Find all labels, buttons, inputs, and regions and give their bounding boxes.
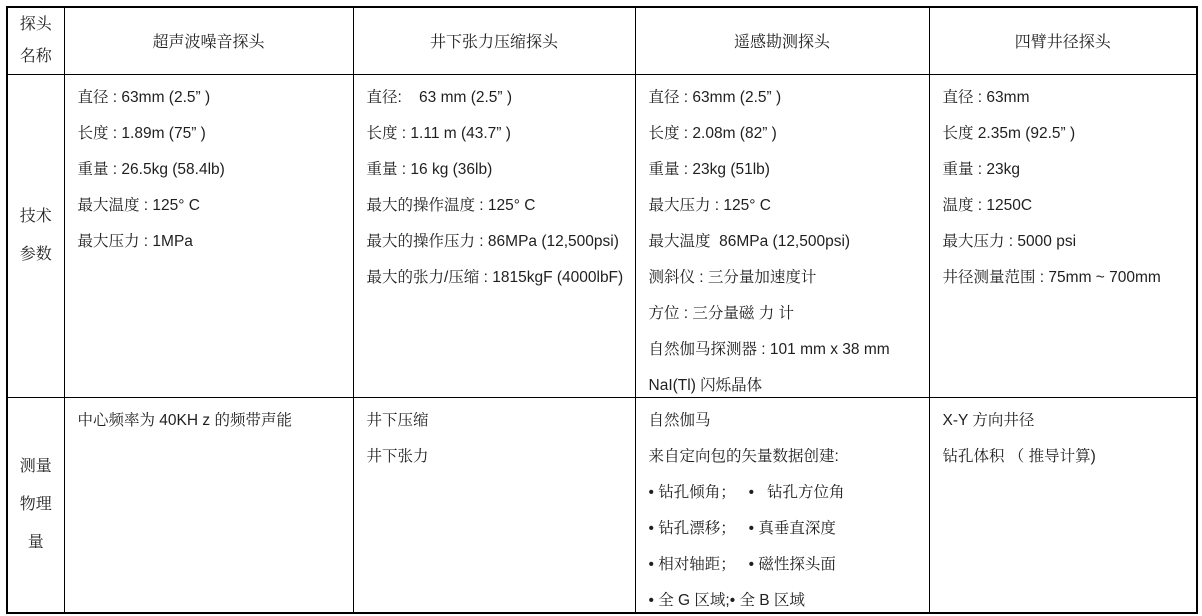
text-line: 物理: [19, 495, 52, 513]
text-line: • 钻孔漂移； • 真垂直深度: [648, 519, 836, 537]
column-header-label: 遥感勘测探头: [733, 34, 830, 52]
text-line: 井径测量范围 : 75mm ~ 700mm: [942, 268, 1161, 286]
text-line: 最大压力 : 125° C: [648, 196, 771, 214]
text-line: 探头: [19, 15, 52, 33]
cell-tech-ultrasonic-noise-probe: [64, 74, 353, 397]
text-line: 方位 : 三分量磁 力 计: [648, 304, 795, 322]
row-label-lines: [12, 206, 60, 266]
text-line: 钻孔体积 （ 推导计算): [942, 447, 1096, 465]
text-line: • 相对轴距； • 磁性探头面: [648, 555, 836, 573]
measured-quantities-row: [7, 397, 1197, 613]
probe-spec-table: [6, 6, 1198, 614]
text-line: 长度 : 1.89m (75” ): [77, 124, 206, 142]
cell-measure-four-arm-caliper-probe: [929, 397, 1197, 613]
text-line: 重量 : 23kg: [942, 160, 1021, 178]
text-line: 最大温度 86MPa (12,500psi): [648, 232, 851, 250]
column-header-label: 超声波噪音探头: [152, 34, 265, 52]
text-line: 技术: [19, 207, 52, 225]
column-header-remote-survey-probe: [635, 7, 929, 74]
row-label-tech-params: [7, 74, 64, 397]
text-line: • 全 G 区域;• 全 B 区域: [648, 591, 805, 609]
text-line: 自然伽马探测器 : 101 mm x 38 mm: [648, 340, 890, 358]
cell-tech-four-arm-caliper-probe: [929, 74, 1197, 397]
cell-measure-remote-survey-probe: [635, 397, 929, 613]
text-line: 参数: [19, 245, 52, 263]
text-line: • 钻孔倾角； • 钻孔方位角: [648, 483, 845, 501]
text-line: 温度 : 1250C: [942, 196, 1033, 214]
text-line: 最大压力 : 1MPa: [77, 232, 193, 250]
cell-tech-remote-survey-probe: [635, 74, 929, 397]
column-header-label: 井下张力压缩探头: [429, 34, 558, 52]
text-line: 最大的操作温度 : 125° C: [366, 196, 536, 214]
text-line: 最大的张力/压缩 : 1815kgF (4000lbF): [366, 268, 624, 286]
text-line: 自然伽马: [648, 411, 711, 429]
column-header-downhole-tension-compression-probe: [353, 7, 635, 74]
text-line: 测量: [19, 457, 52, 475]
row-label-measured-quantities: [7, 397, 64, 613]
text-line: 直径: 63 mm (2.5” ): [366, 88, 513, 106]
text-line: 直径 : 63mm (2.5” ): [648, 88, 782, 106]
corner-header-lines: [12, 14, 60, 68]
text-line: 名称: [19, 47, 52, 65]
row-label-lines: [12, 456, 60, 554]
text-line: 重量 : 26.5kg (58.4lb): [77, 160, 225, 178]
column-header-ultrasonic-noise-probe: [64, 7, 353, 74]
cell-tech-tension-compression-probe: [353, 74, 635, 397]
text-line: 直径 : 63mm: [942, 88, 1030, 106]
column-header-four-arm-caliper-probe: [929, 7, 1197, 74]
text-line: 中心频率为 40KH z 的频带声能: [77, 411, 292, 429]
text-line: 井下张力: [366, 447, 429, 465]
text-line: 最大压力 : 5000 psi: [942, 232, 1077, 250]
corner-header-probe-name: [7, 7, 64, 74]
text-line: 最大的操作压力 : 86MPa (12,500psi): [366, 232, 619, 250]
cell-measure-ultrasonic-noise-probe: [64, 397, 353, 613]
text-line: 测斜仪 : 三分量加速度计: [648, 268, 817, 286]
text-line: 来自定向包的矢量数据创建:: [648, 447, 839, 465]
text-line: 重量 : 16 kg (36lb): [366, 160, 493, 178]
text-line: 最大温度 : 125° C: [77, 196, 200, 214]
text-line: 井下压缩: [366, 411, 429, 429]
text-line: 长度 2.35m (92.5” ): [942, 124, 1076, 142]
text-line: 长度 : 1.11 m (43.7” ): [366, 124, 511, 142]
text-line: 直径 : 63mm (2.5” ): [77, 88, 211, 106]
header-row: [7, 7, 1197, 74]
text-line: 重量 : 23kg (51lb): [648, 160, 770, 178]
cell-measure-tension-compression-probe: [353, 397, 635, 613]
column-header-label: 四臂井径探头: [1014, 34, 1111, 52]
tech-params-row: [7, 74, 1197, 397]
text-line: X-Y 方向井径: [942, 411, 1035, 429]
text-line: 量: [27, 533, 44, 551]
text-line: NaI(Tl) 闪烁晶体: [648, 376, 763, 394]
text-line: 长度 : 2.08m (82” ): [648, 124, 777, 142]
